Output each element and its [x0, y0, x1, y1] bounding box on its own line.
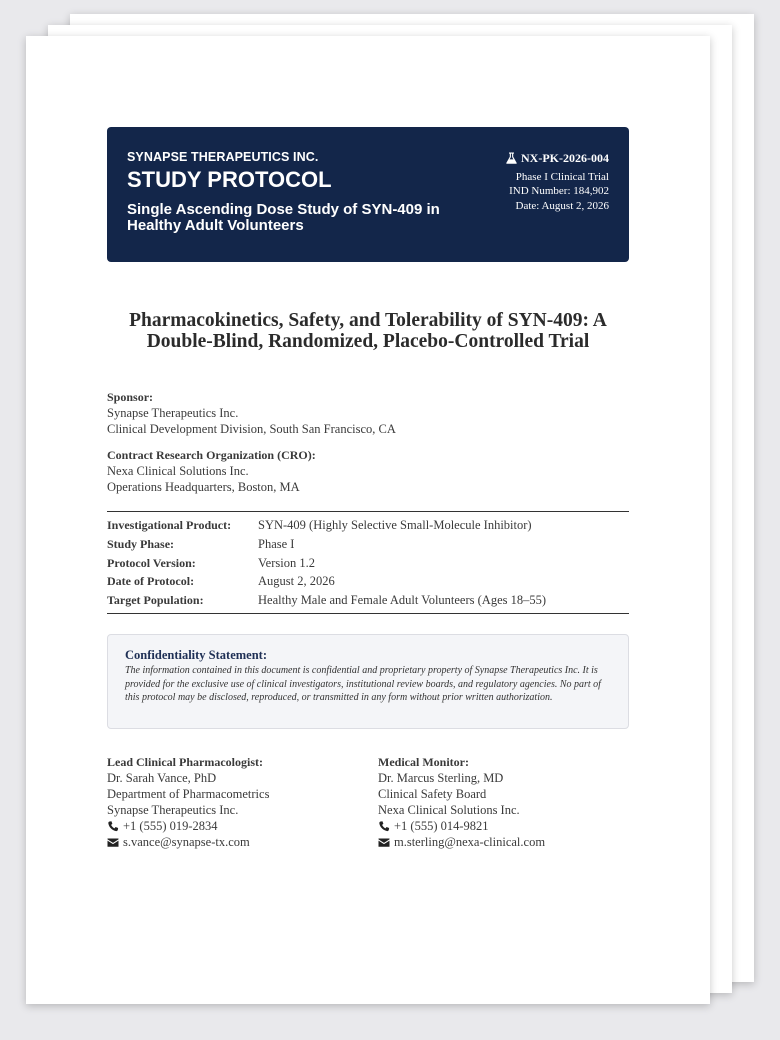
confidentiality-text: The information contained in this document is confidential and proprietary property of Synapse Therapeutics Inc. It is provided for the exclusive use of clinical investigators, institutional review boards, and regulatory agencies. No part of this protocol may be disclosed, reproduced, or transmitted in any form without prior written authorization.: [125, 665, 601, 704]
info-value: Version 1.2: [258, 555, 315, 570]
info-row: [107, 554, 629, 573]
protocol-header: [107, 127, 629, 262]
contact-dept: Clinical Safety Board: [378, 787, 487, 801]
confidentiality-title: Confidentiality Statement:: [125, 648, 267, 662]
contact-phone-line: [378, 818, 545, 834]
info-label: Target Population:: [107, 593, 204, 608]
contact-medical-monitor: [378, 754, 545, 850]
info-label: Protocol Version:: [107, 555, 196, 570]
info-label: Date of Protocol:: [107, 574, 195, 589]
contact-email-line: [107, 834, 269, 850]
envelope-icon: [378, 837, 390, 848]
sponsor-division: Clinical Development Division, South San Francisco, CA: [107, 422, 396, 436]
contact-name: Dr. Marcus Sterling, MD: [378, 771, 504, 785]
contact-lead-pharmacologist: [107, 754, 269, 850]
envelope-icon: [107, 837, 119, 848]
info-value: SYN-409 (Highly Selective Small-Molecule Inhibitor): [258, 518, 532, 532]
contact-name: Dr. Sarah Vance, PhD: [107, 771, 217, 785]
ind-number: IND Number: 184,902: [509, 185, 609, 197]
info-row: [107, 516, 629, 535]
sponsor-name: Synapse Therapeutics Inc.: [107, 406, 239, 420]
document-type: STUDY PROTOCOL: [127, 167, 332, 192]
trial-phase: Phase I Clinical Trial: [515, 170, 609, 183]
sponsor-block: [107, 389, 396, 437]
info-value: Healthy Male and Female Adult Volunteers (Ages 18–55): [258, 593, 547, 608]
contact-dept: Department of Pharmacometrics: [107, 787, 270, 801]
contact-phone-line: [107, 818, 269, 834]
protocol-meta: [506, 151, 609, 213]
contact-email[interactable]: s.vance@synapse-tx.com: [123, 835, 250, 849]
confidentiality-box: [107, 634, 629, 729]
sponsor-label: Sponsor:: [107, 390, 154, 404]
study-subtitle: Single Ascending Dose Study of SYN-409 in Healthy Adult Volunteers: [127, 201, 440, 234]
protocol-code: NX-PK-2026-004: [521, 151, 609, 165]
info-row: [107, 591, 629, 610]
cro-block: [107, 447, 316, 495]
info-label: Investigational Product:: [107, 518, 232, 532]
protocol-date: Date: August 2, 2026: [515, 199, 609, 212]
phone-icon: [107, 821, 119, 832]
info-value: Phase I: [258, 536, 295, 551]
contact-org: Synapse Therapeutics Inc.: [107, 803, 239, 817]
contact-role: Lead Clinical Pharmacologist:: [107, 755, 263, 769]
cro-name: Nexa Clinical Solutions Inc.: [107, 464, 249, 478]
info-value: August 2, 2026: [258, 574, 335, 589]
info-row: [107, 535, 629, 554]
contact-role: Medical Monitor:: [378, 755, 469, 769]
contact-org: Nexa Clinical Solutions Inc.: [378, 803, 520, 817]
contact-phone: +1 (555) 014-9821: [394, 819, 489, 833]
study-info-table: [107, 511, 629, 614]
contact-phone: +1 (555) 019-2834: [123, 819, 218, 833]
contact-email-line: [378, 834, 545, 850]
flask-icon: [506, 152, 517, 164]
document-page: [26, 36, 710, 1004]
protocol-code-line: [506, 151, 609, 166]
document-title: Pharmacokinetics, Safety, and Tolerability of SYN-409: A Double-Blind, Randomized, Placebo-Controlled Trial: [129, 310, 607, 352]
company-name: SYNAPSE THERAPEUTICS INC.: [127, 150, 319, 164]
cro-label: Contract Research Organization (CRO):: [107, 448, 316, 462]
info-row: [107, 572, 629, 591]
contact-email[interactable]: m.sterling@nexa-clinical.com: [394, 835, 546, 849]
info-label: Study Phase:: [107, 536, 175, 551]
phone-icon: [378, 821, 390, 832]
cro-location: Operations Headquarters, Boston, MA: [107, 480, 300, 494]
